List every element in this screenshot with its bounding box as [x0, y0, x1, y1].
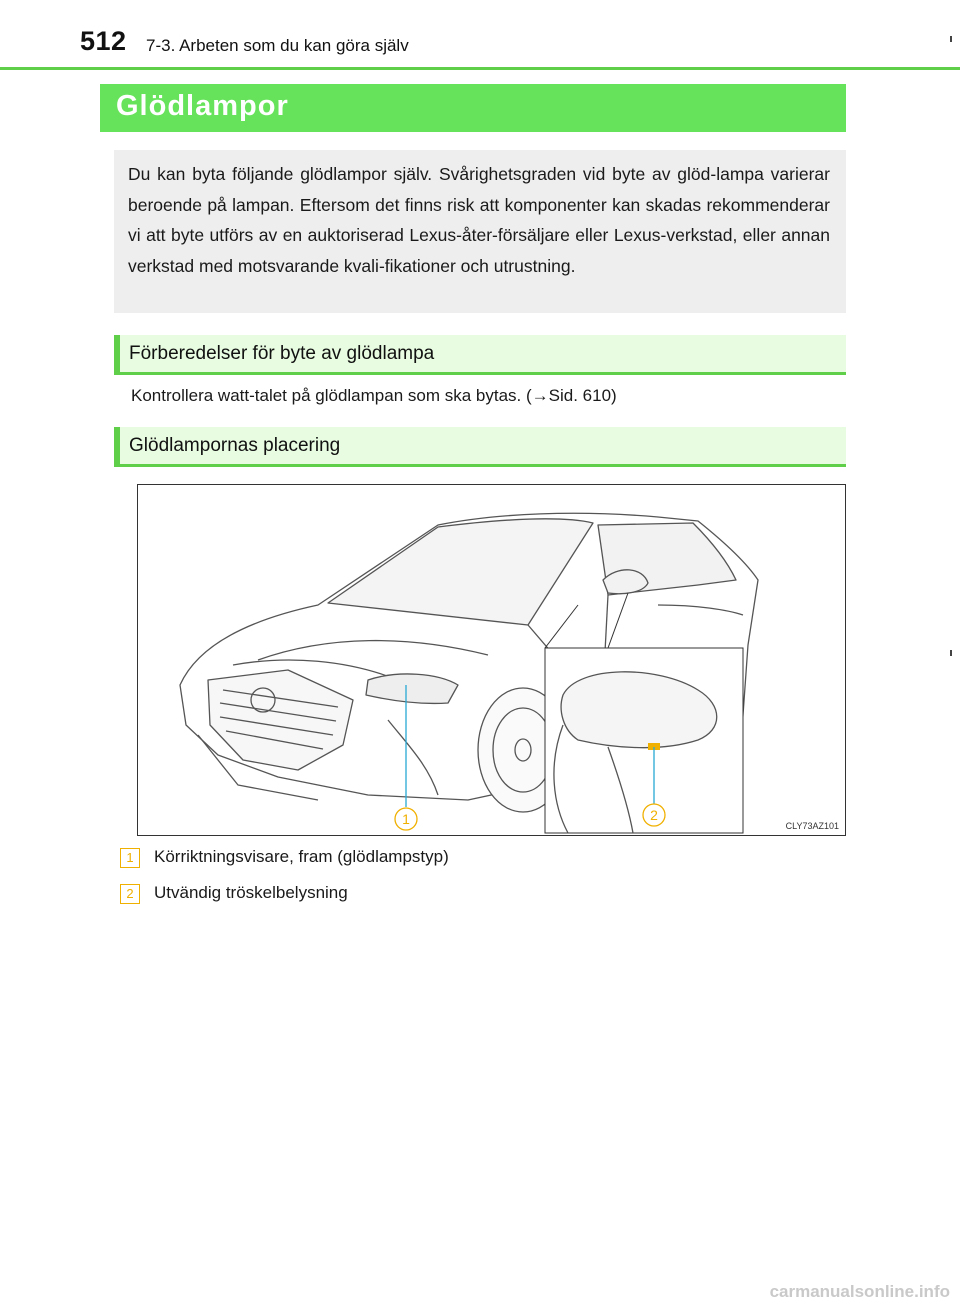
subheading-bar [114, 335, 120, 372]
legend-item [120, 883, 348, 904]
page-number: 512 [80, 26, 127, 56]
subheading-bar [114, 427, 120, 464]
intro-text: Du kan byta följande glödlampor själv. Svårighetsgraden vid byte av glöd-lampa varierar beroende på lampan. Eftersom det finns risk att komponenter kan skadas rekommenderar vi att byte utförs av en auktoriserad Lexus-åter-försäljare eller Lexus-verkstad, eller annan verkstad med motsvarande kvali-fikationer och utrustning. [128, 164, 830, 276]
page-title: Glödlampor [116, 90, 289, 122]
legend-number: 1 [120, 848, 140, 868]
subheading-preparation [114, 335, 846, 375]
callout-label-2: 2 [650, 807, 658, 823]
legend-text: Körriktningsvisare, fram (glödlampstyp) [154, 847, 449, 866]
subheading-placement [114, 427, 846, 467]
legend-number: 2 [120, 884, 140, 904]
watermark: carmanualsonline.info [769, 1282, 950, 1301]
corner-tick [950, 36, 952, 42]
figure-code: CLY73AZ101 [785, 821, 839, 831]
preparation-text: Kontrollera watt-talet på glödlampan som ska bytas. (→Sid. 610) [131, 386, 617, 405]
corner-tick [950, 650, 952, 656]
callout-label-1: 1 [402, 811, 410, 827]
subheading-text: Förberedelser för byte av glödlampa [129, 343, 435, 364]
section-title: 7-3. Arbeten som du kan göra själv [146, 36, 409, 55]
page-title-banner [100, 84, 846, 132]
legend-text: Utvändig tröskelbelysning [154, 883, 348, 902]
headlight [366, 674, 458, 703]
car-illustration [138, 485, 846, 836]
header-rule [0, 67, 960, 70]
intro-box [114, 150, 846, 313]
legend-item [120, 847, 449, 868]
subheading-text: Glödlampornas placering [129, 435, 341, 456]
car-figure [137, 484, 846, 836]
